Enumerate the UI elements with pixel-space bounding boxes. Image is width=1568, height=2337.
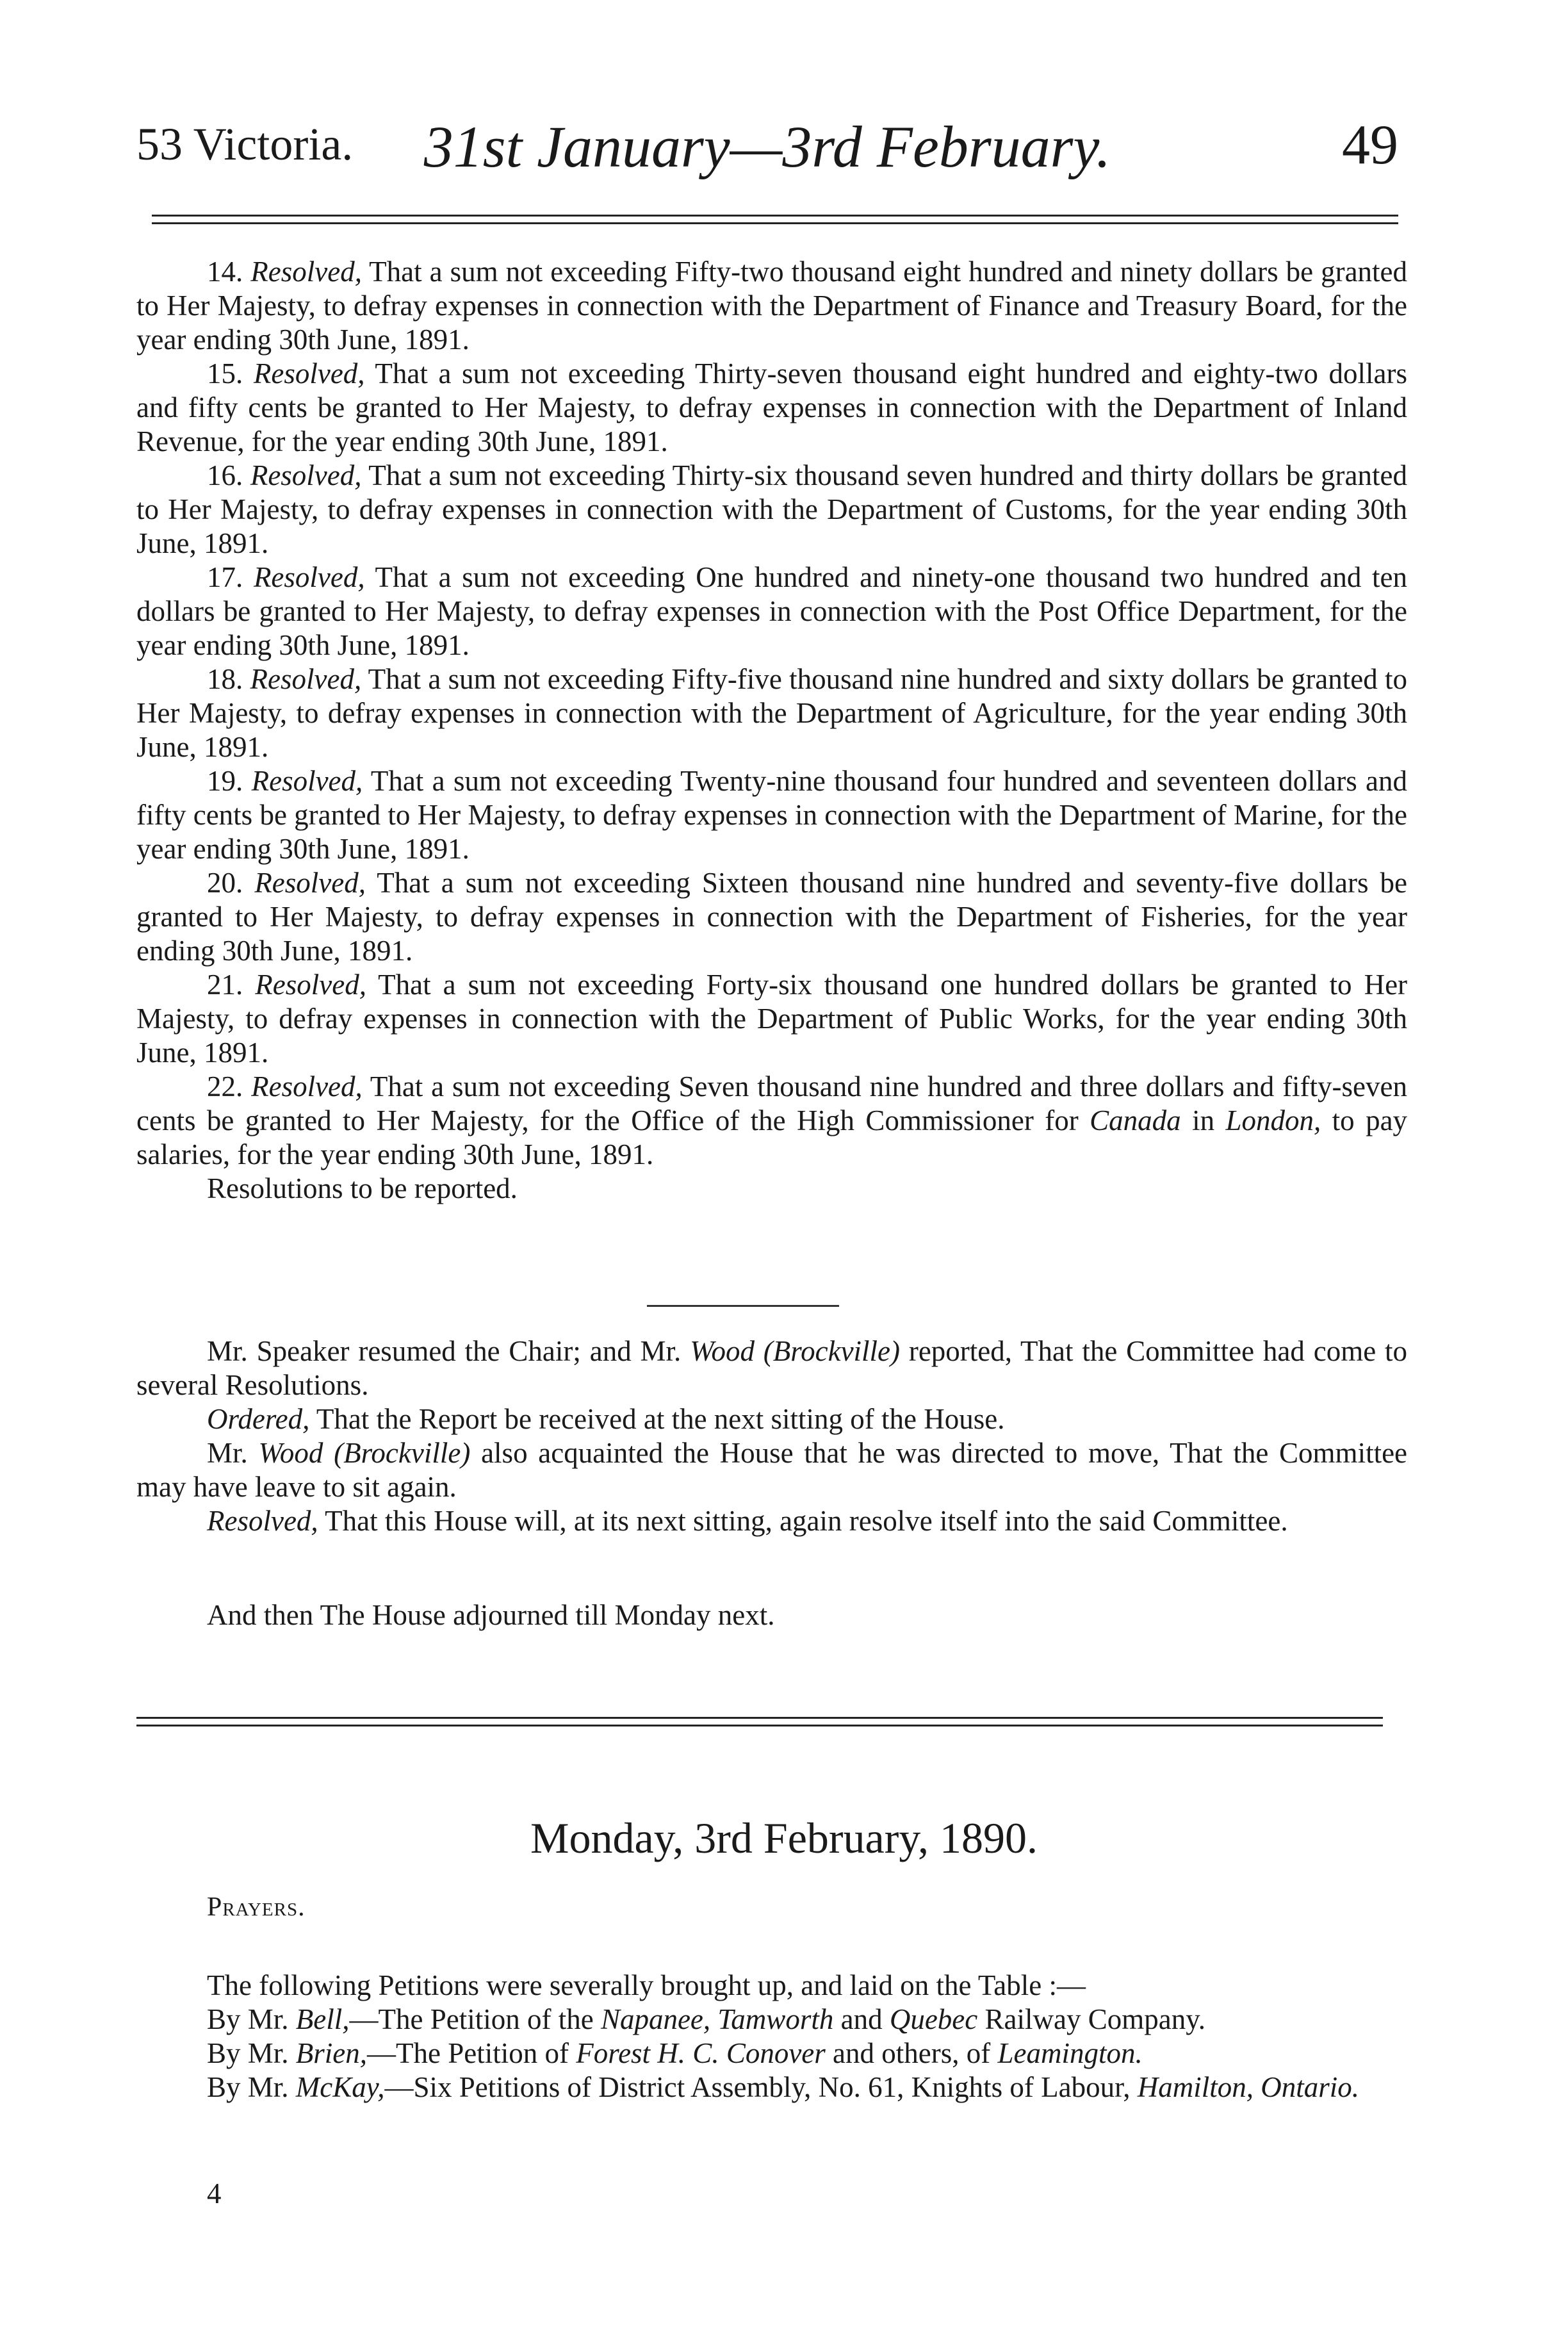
petition-brien: By Mr. Brien,—The Petition of Forest H. C. Conover and others, of Leamington.: [207, 2037, 1143, 2069]
resolutions-block: [136, 255, 1407, 1206]
petitions-block: [136, 1969, 1407, 2104]
wood-acquainted: Mr. Wood (Brockville) also acquainted the House that he was directed to move, That the Committee may have leave to sit again.: [136, 1437, 1408, 1503]
section-divider: [647, 1305, 839, 1307]
adjournment-line: And then The House adjourned till Monday next.: [207, 1599, 775, 1631]
petitions-intro: The following Petitions were severally brought up, and laid on the Table :—: [207, 1969, 1086, 2001]
resolution-16: 16. Resolved, That a sum not exceeding Thirty-six thousand seven hundred and thirty dollars be granted to Her Majesty, to defray expenses in connection with the Department of Customs, for the year ending 30th June, 1891.: [136, 459, 1407, 559]
signature-mark: 4: [207, 2177, 222, 2210]
ordered-report: Ordered, That the Report be received at the next sitting of the House.: [207, 1403, 1005, 1435]
resolution-17: 17. Resolved, That a sum not exceeding One hundred and ninety-one thousand two hundred and ten dollars be granted to Her Majesty, to defray expenses in connection with the Post Office Department, for the year ending 30th June, 1891.: [136, 561, 1407, 661]
resolution-14: 14. Resolved, That a sum not exceeding Fifty-two thousand eight hundred and ninety dollars be granted to Her Majesty, to defray expenses in connection with the Department of Finance and Treasury Board, for the year ending 30th June, 1891.: [136, 256, 1408, 356]
day-separator-rule: [136, 1717, 1383, 1719]
date-heading: Monday, 3rd February, 1890.: [530, 1814, 1038, 1862]
speaker-resumed: Mr. Speaker resumed the Chair; and Mr. Wood (Brockville) reported, That the Committee had come to several Resolutions.: [136, 1335, 1407, 1401]
petition-bell: By Mr. Bell,—The Petition of the Napanee, Tamworth and Quebec Railway Company.: [207, 2003, 1206, 2035]
prayers-label: Prayers.: [207, 1892, 306, 1922]
running-header: [136, 113, 1398, 190]
resolutions-reported: Resolutions to be reported.: [207, 1172, 518, 1204]
resolution-20: 20. Resolved, That a sum not exceeding Sixteen thousand nine hundred and seventy-five dollars be granted to Her Majesty, to defray expenses in connection with the Department of Fisheries, for the year ending 30th June, 1891.: [136, 867, 1408, 967]
resolution-21: 21. Resolved, That a sum not exceeding Forty-six thousand one hundred dollars be granted to Her Majesty, to defray expenses in connection with the Department of Public Works, for the year ending 30th June, 1891.: [136, 969, 1408, 1069]
petition-mckay: By Mr. McKay,—Six Petitions of District Assembly, No. 61, Knights of Labour, Hamilton, Ontario.: [207, 2071, 1360, 2103]
page-number: 49: [1342, 114, 1398, 176]
resolution-15: 15. Resolved, That a sum not exceeding Thirty-seven thousand eight hundred and eighty-two dollars and fifty cents be granted to Her Majesty, to defray expenses in connection with the Department of Inland Revenue, for the year ending 30th June, 1891.: [136, 357, 1408, 457]
resolved-committee: Resolved, That this House will, at its next sitting, again resolve itself into the said Committee.: [207, 1505, 1288, 1537]
proceedings-block: [136, 1334, 1407, 1538]
resolution-22: 22. Resolved, That a sum not exceeding Seven thousand nine hundred and three dollars and fifty-seven cents be granted to Her Majesty, for the Office of the High Commissioner for Canada in London, to pay salaries, for the year ending 30th June, 1891.: [136, 1070, 1408, 1170]
header-rule: [152, 215, 1398, 217]
header-regnal-year: 53 Victoria.: [136, 119, 354, 170]
header-date-range: 31st January—3rd February.: [423, 114, 1111, 179]
resolution-18: 18. Resolved, That a sum not exceeding Fifty-five thousand nine hundred and sixty dollars be granted to Her Majesty, to defray expenses in connection with the Department of Agriculture, for the year ending 30th June, 1891.: [136, 663, 1408, 763]
resolution-19: 19. Resolved, That a sum not exceeding Twenty-nine thousand four hundred and seventeen dollars and fifty cents be granted to Her Majesty, to defray expenses in connection with the Department of Marine, for the year ending 30th June, 1891.: [136, 765, 1408, 865]
